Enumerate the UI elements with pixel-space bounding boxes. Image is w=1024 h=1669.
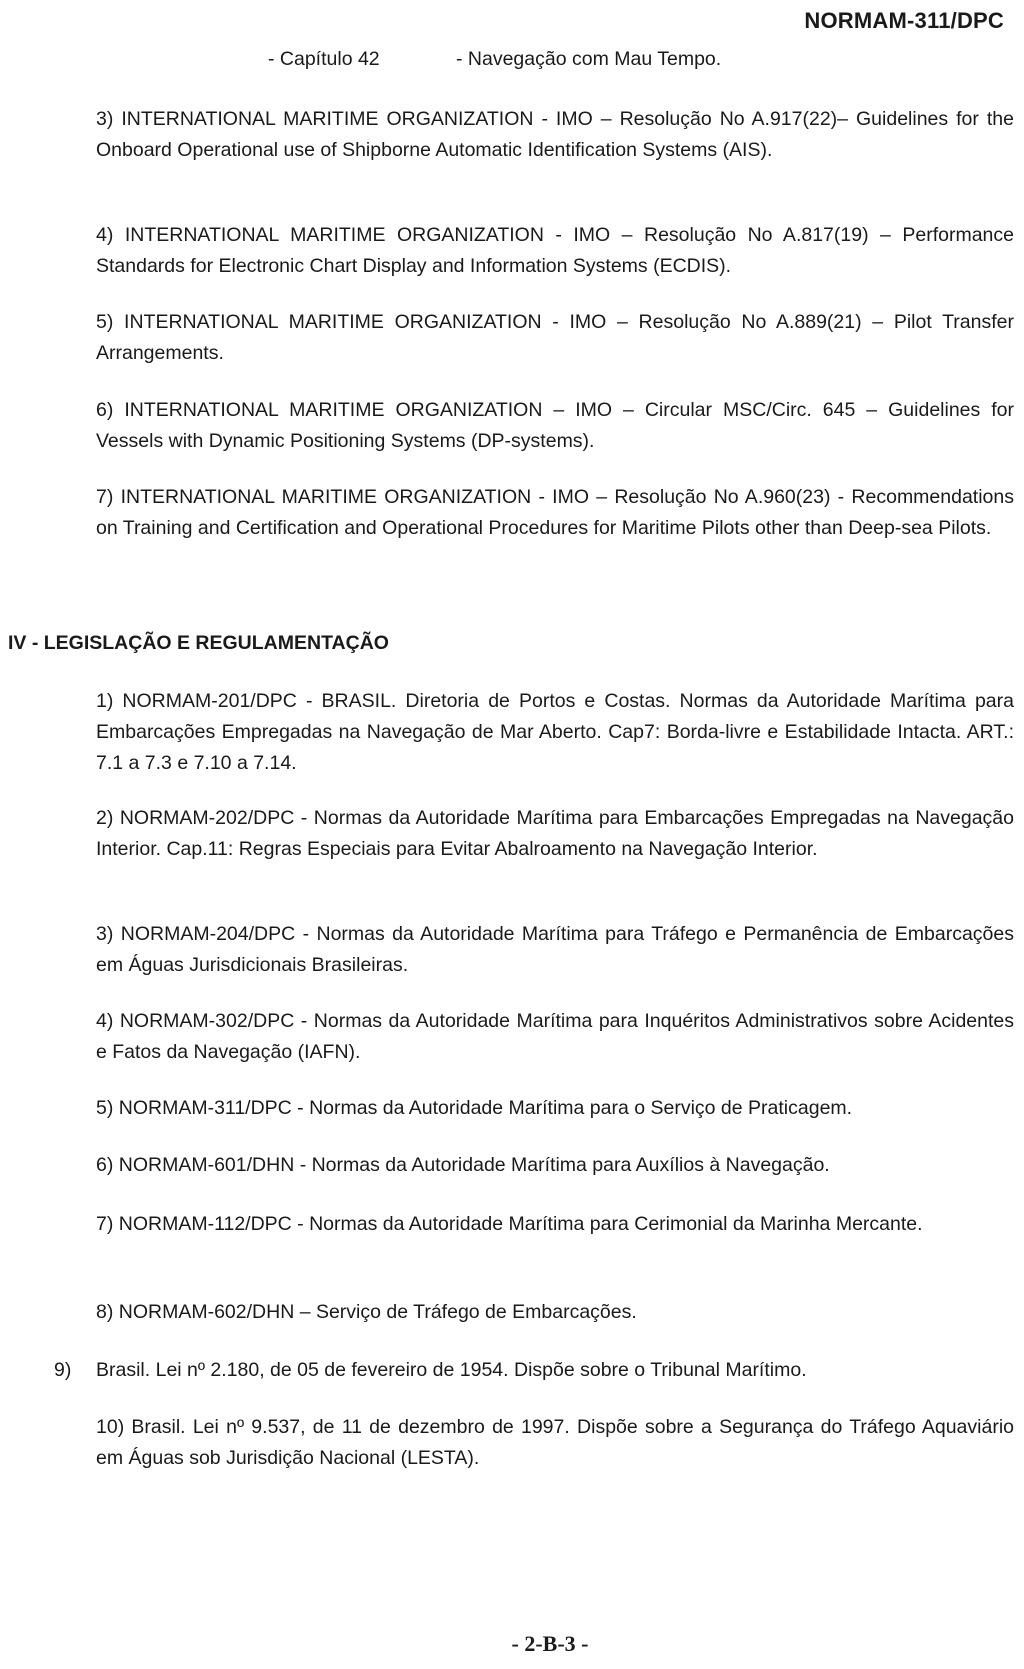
lei-item-number: 9) bbox=[54, 1359, 72, 1381]
imo-reference-5: 5) INTERNATIONAL MARITIME ORGANIZATION - IMO – Resolução No A.889(21) – Pilot Transfer Arrangements. bbox=[96, 311, 1014, 364]
chapter-number: - Capítulo 42 bbox=[268, 48, 380, 70]
imo-reference-4: 4) INTERNATIONAL MARITIME ORGANIZATION - IMO – Resolução No A.817(19) – Performance Standards for Electronic Chart Display and Information Systems (ECDIS). bbox=[96, 224, 1014, 277]
normam-item-2: 2) NORMAM-202/DPC - Normas da Autoridade Marítima para Embarcações Empregadas na Navegação Interior. Cap.11: Regras Especiais para Evitar Abalroamento na Navegação Interior. bbox=[96, 807, 1014, 860]
normam-item-7: 7) NORMAM-112/DPC - Normas da Autoridade Marítima para Cerimonial da Marinha Mercante. bbox=[96, 1213, 923, 1235]
chapter-reference bbox=[268, 48, 722, 71]
imo-reference-6: 6) INTERNATIONAL MARITIME ORGANIZATION – IMO – Circular MSC/Circ. 645 – Guidelines for Vessels with Dynamic Positioning Systems (DP-systems). bbox=[96, 399, 1014, 452]
normam-item-8: 8) NORMAM-602/DHN – Serviço de Tráfego de Embarcações. bbox=[96, 1301, 637, 1323]
normam-item-6: 6) NORMAM-601/DHN - Normas da Autoridade Marítima para Auxílios à Navegação. bbox=[96, 1154, 830, 1176]
chapter-title: - Navegação com Mau Tempo. bbox=[456, 48, 722, 70]
page-number: - 2-B-3 - bbox=[511, 1631, 589, 1656]
lei-item-text: Brasil. Lei nº 2.180, de 05 de fevereiro de 1954. Dispõe sobre o Tribunal Marítimo. bbox=[96, 1359, 807, 1381]
imo-reference-3: 3) INTERNATIONAL MARITIME ORGANIZATION - IMO – Resolução No A.917(22)– Guidelines for the Onboard Operational use of Shipborne Automatic Identification Systems (AIS). bbox=[96, 108, 1014, 161]
imo-reference-7: 7) INTERNATIONAL MARITIME ORGANIZATION - IMO – Resolução No A.960(23) - Recommendations on Training and Certification and Operational Procedures for Maritime Pilots other than Deep-sea Pilots. bbox=[96, 486, 1014, 539]
normam-item-1: 1) NORMAM-201/DPC - BRASIL. Diretoria de Portos e Costas. Normas da Autoridade Marítima para Embarcações Empregadas na Navegação de Mar Aberto. Cap7: Borda-livre e Estabilidade Intacta. ART.: 7.1 a 7.3 e 7.10 a 7.14. bbox=[96, 690, 1014, 774]
section-heading-legislacao: IV - LEGISLAÇÃO E REGULAMENTAÇÃO bbox=[8, 632, 389, 654]
document-code: NORMAM-311/DPC bbox=[804, 8, 1004, 33]
lei-item-10: 10) Brasil. Lei nº 9.537, de 11 de dezembro de 1997. Dispõe sobre a Segurança do Tráfego Aquaviário em Águas sob Jurisdição Nacional (LESTA). bbox=[96, 1416, 1014, 1469]
normam-item-5: 5) NORMAM-311/DPC - Normas da Autoridade Marítima para o Serviço de Praticagem. bbox=[96, 1097, 853, 1119]
normam-item-3: 3) NORMAM-204/DPC - Normas da Autoridade Marítima para Tráfego e Permanência de Embarcações em Águas Jurisdicionais Brasileiras. bbox=[96, 923, 1014, 976]
normam-item-4: 4) NORMAM-302/DPC - Normas da Autoridade Marítima para Inquéritos Administrativos sobre Acidentes e Fatos da Navegação (IAFN). bbox=[96, 1010, 1014, 1063]
